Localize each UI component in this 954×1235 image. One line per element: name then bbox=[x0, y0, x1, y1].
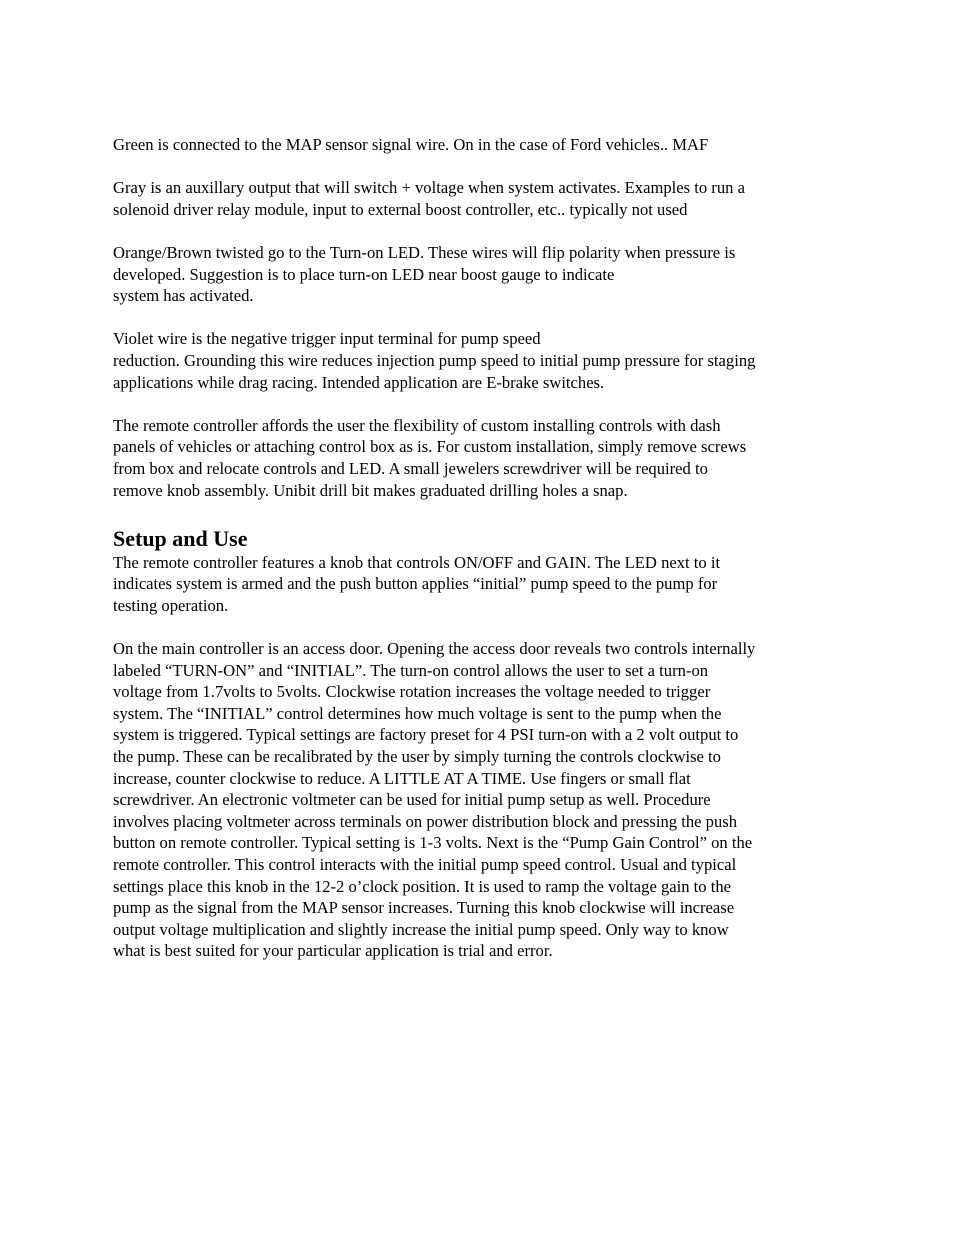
paragraph-gray-wire bbox=[113, 177, 848, 220]
text-line: indicates system is armed and the push button applies “initial” pump speed to the pump for bbox=[113, 574, 718, 594]
paragraph-violet-wire bbox=[113, 328, 848, 393]
text-line: increase, counter clockwise to reduce. A LITTLE AT A TIME. Use fingers or small flat bbox=[113, 768, 691, 788]
text-line: The remote controller affords the user the flexibility of custom installing controls with dash bbox=[113, 415, 721, 435]
text-line: On the main controller is an access door. Opening the access door reveals two controls internally bbox=[113, 639, 756, 659]
text-line: from box and relocate controls and LED. A small jewelers screwdriver will be required to bbox=[113, 458, 708, 478]
text-line: Violet wire is the negative trigger input terminal for pump speed bbox=[113, 329, 541, 349]
text-line: developed. Suggestion is to place turn-on LED near boost gauge to indicate bbox=[113, 264, 615, 284]
text-line: The remote controller features a knob that controls ON/OFF and GAIN. The LED next to it bbox=[113, 552, 721, 572]
text-line: the pump. These can be recalibrated by the user by simply turning the controls clockwise to bbox=[113, 747, 721, 767]
paragraph-main-controller bbox=[113, 638, 848, 962]
paragraph-green-wire bbox=[113, 134, 848, 156]
text-line: system is triggered. Typical settings are factory preset for 4 PSI turn-on with a 2 volt output to bbox=[113, 725, 739, 745]
text-line: Gray is an auxillary output that will switch + voltage when system activates. Examples to run a bbox=[113, 178, 745, 198]
text-line: system has activated. bbox=[113, 286, 254, 306]
text-line: solenoid driver relay module, input to external boost controller, etc.. typically not used bbox=[113, 199, 688, 219]
text-line: applications while drag racing. Intended application are E-brake switches. bbox=[113, 372, 605, 392]
text-line: screwdriver. An electronic voltmeter can be used for initial pump setup as well. Procedure bbox=[113, 790, 711, 810]
text-line: what is best suited for your particular application is trial and error. bbox=[113, 941, 553, 961]
text-line: Orange/Brown twisted go to the Turn-on LED. These wires will flip polarity when pressure is bbox=[113, 242, 736, 262]
text-line: settings place this knob in the 12-2 o’clock position. It is used to ramp the voltage gain to the bbox=[113, 876, 732, 896]
document-page bbox=[113, 134, 848, 984]
text-line: remote controller. This control interacts with the initial pump speed control. Usual and typical bbox=[113, 855, 737, 874]
text-line: button on remote controller. Typical setting is 1-3 volts. Next is the “Pump Gain Control” on the bbox=[113, 833, 753, 853]
text-line: labeled “TURN-ON” and “INITIAL”. The turn-on control allows the user to set a turn-on bbox=[113, 660, 709, 680]
text-line: voltage from 1.7volts to 5volts. Clockwise rotation increases the voltage needed to trigger bbox=[113, 682, 711, 702]
text-line: involves placing voltmeter across terminals on power distribution block and pressing the push bbox=[113, 811, 737, 831]
text-line: testing operation. bbox=[113, 595, 229, 615]
section-heading: Setup and Use bbox=[113, 525, 248, 551]
text-line: pump as the signal from the MAP sensor increases. Turning this knob clockwise will increase bbox=[113, 898, 735, 918]
paragraph-remote-controller bbox=[113, 415, 848, 501]
text-line: panels of vehicles or attaching control box as is. For custom installation, simply remove screws bbox=[113, 437, 747, 457]
text-line: reduction. Grounding this wire reduces injection pump speed to initial pump pressure for staging bbox=[113, 350, 756, 370]
text-line: Green is connected to the MAP sensor signal wire. On in the case of Ford vehicles.. MAF bbox=[113, 135, 709, 154]
text-line: system. The “INITIAL” control determines how much voltage is sent to the pump when the bbox=[113, 703, 722, 723]
text-line: output voltage multiplication and slightly increase the initial pump speed. Only way to know bbox=[113, 919, 729, 939]
text-line: remove knob assembly. Unibit drill bit makes graduated drilling holes a snap. bbox=[113, 480, 628, 500]
paragraph-setup-remote bbox=[113, 552, 848, 617]
paragraph-orange-brown-wire bbox=[113, 242, 848, 307]
